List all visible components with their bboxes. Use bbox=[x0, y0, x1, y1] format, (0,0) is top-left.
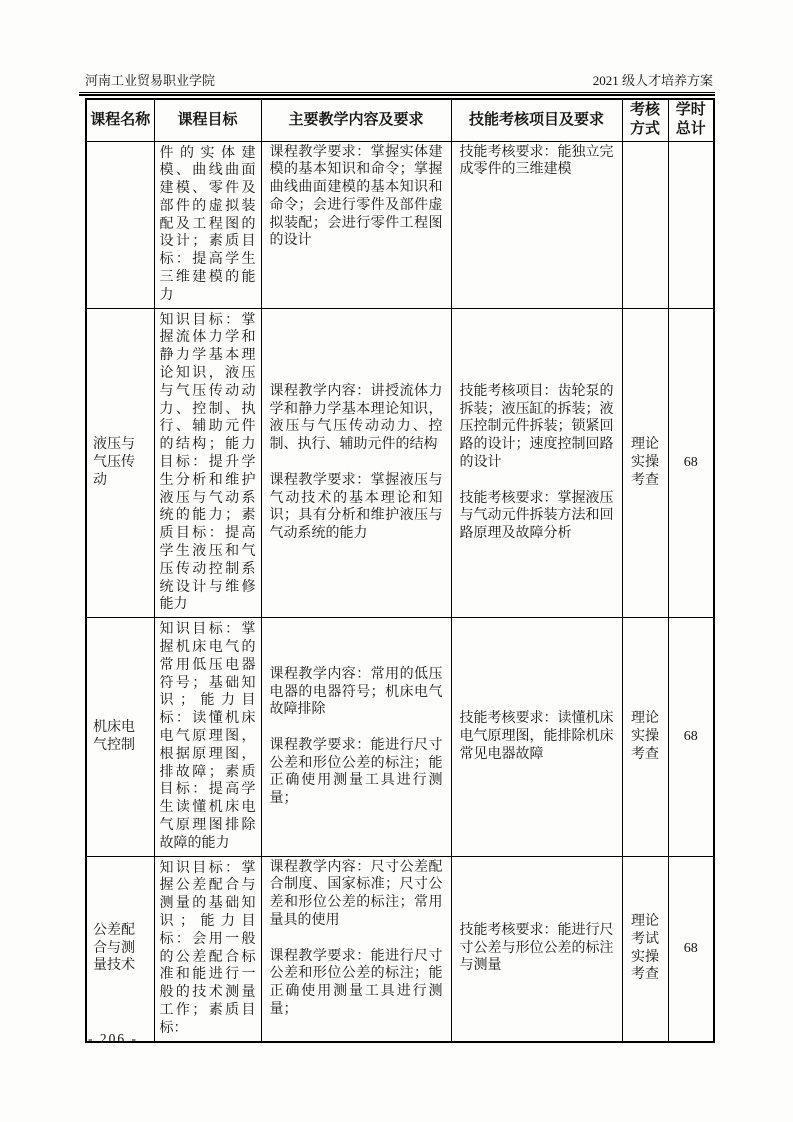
content-paragraph: 课程教学要求：掌握液压与气动技术的基本理论和知识；具有分析和维护液压与气动系统的能力 bbox=[269, 472, 443, 542]
teaching-content-cell bbox=[261, 856, 451, 1041]
course-goal-cell bbox=[154, 618, 261, 856]
skill-assessment-cell bbox=[451, 856, 622, 1041]
table-header-row bbox=[86, 99, 714, 141]
goal-paragraph: 知识目标：掌握公差配合与测量的基础知识；能力目标：会用一般的公差配合标准和能进行一般的技术测量工作；素质目标： bbox=[159, 860, 256, 1036]
teaching-content-cell bbox=[261, 308, 451, 618]
col-header-course-name: 课程名称 bbox=[86, 99, 154, 141]
assessment-method-cell: 理论 实操 考查 bbox=[622, 618, 668, 856]
course-name-cell: 机床电气控制 bbox=[86, 618, 154, 856]
header-divider-rule bbox=[79, 92, 715, 96]
table-row-hydraulics bbox=[86, 308, 714, 618]
course-name-cell bbox=[86, 141, 154, 308]
table-row-tolerance-measurement bbox=[86, 856, 714, 1041]
assessment-method-cell: 理论 考试 实操 考查 bbox=[622, 856, 668, 1041]
col-header-skill-assessment: 技能考核项目及要求 bbox=[451, 99, 622, 141]
course-goal-cell bbox=[154, 308, 261, 618]
skill-paragraph: 技能考核要求：读懂机床电气原理图，能排除机床常见电器故障 bbox=[459, 711, 614, 762]
curriculum-table bbox=[85, 98, 715, 1043]
col-header-course-goal: 课程目标 bbox=[154, 99, 261, 141]
skill-assessment-cell bbox=[451, 618, 622, 856]
page-header bbox=[85, 73, 713, 89]
content-paragraph: 课程教学要求：能进行尺寸公差和形位公差的标注；能正确使用测量工具进行测量； bbox=[269, 948, 443, 1017]
table-row-machine-tool-electrics bbox=[86, 618, 714, 856]
assessment-method-cell: 理论 实操 考查 bbox=[622, 308, 668, 618]
table-row-continued-course bbox=[86, 141, 714, 308]
plan-title: 2021 级人才培养方案 bbox=[592, 73, 713, 88]
course-goal-cell bbox=[154, 856, 261, 1041]
skill-assessment-cell bbox=[451, 141, 622, 308]
total-hours-cell: 68 bbox=[668, 618, 714, 856]
col-header-assessment-method: 考核 方式 bbox=[622, 99, 668, 141]
skill-assessment-cell bbox=[451, 308, 622, 618]
course-name-cell: 公差配合与测量技术 bbox=[86, 856, 154, 1041]
skill-paragraph: 技能考核项目：齿轮泵的拆装；液压缸的拆装；液压控制元件拆装；锁紧回路的设计；速度控制回路的设计 bbox=[459, 383, 614, 471]
page-number: - 206 - bbox=[88, 1031, 138, 1046]
col-header-total-hours: 学时 总计 bbox=[668, 99, 714, 141]
skill-paragraph: 技能考核要求：能独立完成零件的三维建模 bbox=[459, 144, 614, 178]
course-name-cell: 液压与气压传动 bbox=[86, 308, 154, 618]
content-paragraph: 课程教学内容：讲授流体力学和静力学基本理论知识，液压与气压传动动力、控制、执行、辅助元件的结构 bbox=[269, 383, 443, 453]
skill-paragraph: 技能考核要求：掌握液压与气动元件拆装方法和回路原理及故障分析 bbox=[459, 490, 614, 542]
skill-paragraph: 技能考核要求：能进行尺寸公差与形位公差的标注与测量 bbox=[459, 922, 614, 974]
assessment-method-cell bbox=[622, 141, 668, 308]
teaching-content-cell bbox=[261, 141, 451, 308]
content-paragraph: 课程教学内容：尺寸公差配合制度、国家标准；尺寸公差和形位公差的标注；常用量具的使用 bbox=[269, 859, 443, 928]
total-hours-cell: 68 bbox=[668, 856, 714, 1041]
goal-paragraph: 知识目标：掌握流体力学和静力学基本理论知识，液压与气压传动动力、控制、执行、辅助元件的结构；能力目标：提升学生分析和维护液压与气动系统的能力；素质目标：提高学生液压和气压传动控制系统设计与维修能力 bbox=[159, 312, 256, 613]
content-paragraph: 课程教学要求：掌握实体建模的基本知识和命令；掌握曲线曲面建模的基本知识和命令；会进行零件及部件虚拟装配；会进行零件工程图的设计 bbox=[269, 144, 443, 249]
goal-paragraph: 件的实体建模、曲线曲面建模、零件及部件的虚拟装配及工程图的设计；素质目标：提高学生三维建模的能力 bbox=[159, 145, 256, 303]
total-hours-cell: 68 bbox=[668, 308, 714, 618]
total-hours-cell bbox=[668, 141, 714, 308]
col-header-teaching-content: 主要教学内容及要求 bbox=[261, 99, 451, 141]
content-paragraph: 课程教学要求：能进行尺寸公差和形位公差的标注；能正确使用测量工具进行测量； bbox=[269, 737, 443, 807]
teaching-content-cell bbox=[261, 618, 451, 856]
school-name: 河南工业贸易职业学院 bbox=[85, 73, 216, 88]
content-paragraph: 课程教学内容：常用的低压电器的电器符号；机床电气故障排除 bbox=[269, 666, 443, 718]
goal-paragraph: 知识目标：掌握机床电气的常用低压电器符号；基础知识；能力目标：读懂机床电气原理图，根据原理图，排故障；素质目标：提高学生读懂机床电气原理图排除故障的能力 bbox=[159, 622, 256, 851]
course-goal-cell bbox=[154, 141, 261, 308]
